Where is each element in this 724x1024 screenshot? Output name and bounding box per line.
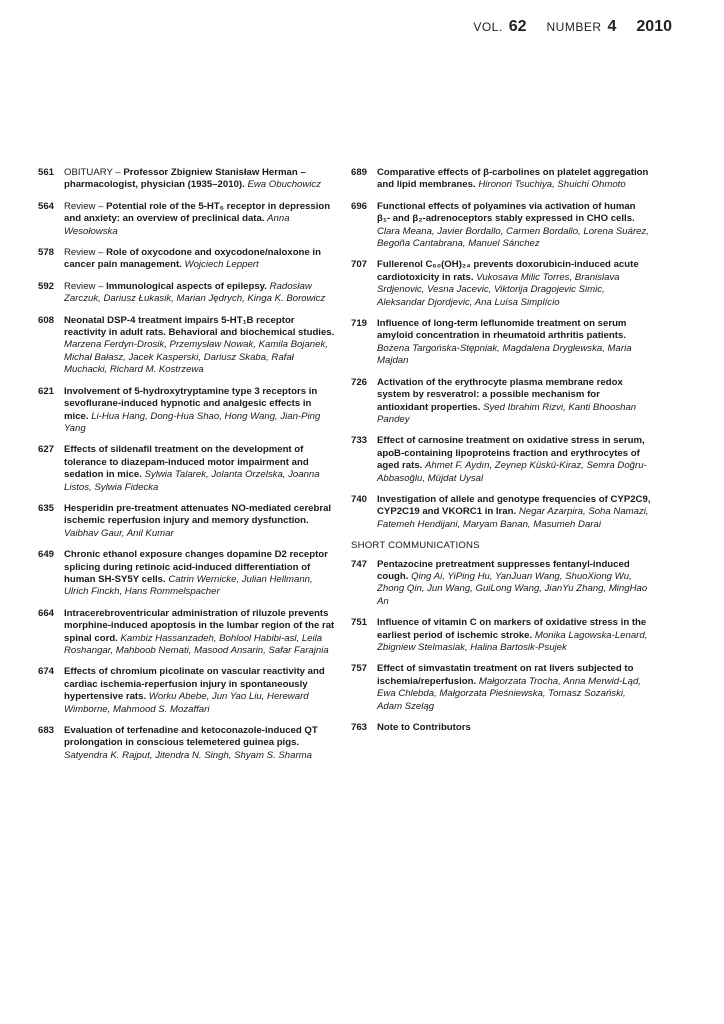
page-number: 592 [38,280,55,292]
toc-entry [351,559,651,609]
article-title: Immunological aspects of epilepsy. [106,280,267,292]
toc-entry [38,725,338,762]
page-number: 726 [351,376,368,388]
article-title: Fullerenol C₆₀(OH)₂₄ prevents doxorubicin-induced acute cardiotoxicity in rats. [377,259,639,283]
entry-text [64,549,338,599]
entry-text [64,503,338,540]
article-title: Effect of simvastatin treatment on rat livers subjected to ischemia/reperfusion. [377,663,634,687]
article-authors: Li-Hua Hang, Dong-Hua Shao, Hong Wang, Jian-Ping Yang [64,410,321,434]
article-title: Effects of sildenafil treatment on the development of tolerance to diazepam-induced motor impairment and sedation in mice. [64,444,309,481]
entry-text [64,167,338,192]
toc-entry [351,259,651,309]
toc-entry [38,281,338,306]
article-authors: Clara Meana, Javier Bordallo, Carmen Bordallo, Lorena Suárez, Begoña Cantabrana, Manuel Sánchez [377,225,649,250]
entry-text [64,201,338,238]
page-number: 627 [38,444,55,456]
volume-number: 62 [508,18,527,35]
page-number: 751 [351,617,368,629]
article-authors: Monika Lagowska-Lenard, Zbigniew Stelmasiak, Halina Bartosik-Psujek [377,629,648,653]
article-authors: Marzena Ferdyn-Drosik, Przemysław Nowak, Kamila Bojanek, Michał Bałasz, Jacek Kasperski, Dariusz Skaba, Rafał Muchacki, Richard M. Kostrzewa [64,339,328,376]
article-authors: Sylwia Talarek, Jolanta Orzelska, Joanna Listos, Sylwia Fidecka [64,469,320,493]
page-number: 689 [351,167,368,178]
entry-text [377,722,651,734]
article-title: Note to Contributors [377,722,471,734]
article-title: Pentazocine pretreatment suppresses fentanyl-induced cough. [377,558,630,582]
toc-entry [351,377,651,427]
page-number: 561 [38,167,55,178]
article-title: Influence of long-term leflunomide treatment on serum amyloid concentration in rheumatoid arthritis patients. [377,318,627,342]
entry-text [377,259,651,309]
toc-entry [38,608,338,658]
article-title: Investigation of allele and genotype frequencies of CYP2C9, CYP2C19 and VKORC1 in Iran. [377,493,651,518]
issue-year: 2010 [636,18,672,35]
article-authors: Ahmet F. Aydın, Zeynep Küskü-Kiraz, Semra Doğru-Abbasoğlu, Müjdat Uysal [377,460,647,484]
entry-text [64,725,338,762]
page-number: 564 [38,200,55,212]
article-title: Effects of chromium picolinate on vascular reactivity and cardiac ischemia-reperfusion injury in spontaneously hypertensive rats. [64,666,325,703]
entry-text [64,386,338,436]
entry-text [377,318,651,368]
toc-entry [351,617,651,654]
article-authors: Vukosava Milic Torres, Branislava Srdjenovic, Vesna Jacevic, Viktorija Dragojevic Simic, Aleksandar Djordjevic, Ana Luísa Simplício [377,271,620,308]
article-type: Review – [64,200,107,212]
article-authors: Syed Ibrahim Rizvi, Kanti Bhooshan Pandey [377,401,637,425]
issue-number: 4 [607,18,617,35]
page-number: 578 [38,247,55,259]
toc-entry [351,201,651,251]
article-title: Involvement of 5-hydroxytryptamine type 3 receptors in sevoflurane-induced hypnotic and analgesic effects in mice. [64,385,318,422]
article-authors: Anna Wesołowska [64,213,290,237]
article-authors: Małgorzata Trocha, Anna Merwid-Ląd, Ewa Chlebda, Małgorzata Pieśniewska, Tomasz Sozański, Adam Szeląg [377,675,641,712]
toc-entry [38,666,338,716]
page-number: 664 [38,607,55,619]
toc-right-column [351,167,651,743]
entry-text [377,377,651,427]
page-number: 747 [351,558,368,570]
page-number: 608 [38,314,55,326]
page-number: 696 [351,200,368,212]
toc-entry [38,444,338,494]
article-authors: Qing Ai, YiPing Hu, YanJuan Wang, ShuoXiong Wu, Zhong Qin, Jun Wang, GuiLong Wang, JianYu Zhang, MingHao An [377,570,648,607]
entry-text [377,559,651,609]
article-authors: Satyendra K. Rajput, Jitendra N. Singh, Shyam S. Sharma [64,749,312,761]
article-title: Hesperidin pre-treatment attenuates NO-mediated cerebral ischemic reperfusion injury and memory dysfunction. [64,502,332,527]
toc-entry [38,386,338,436]
page-number: 757 [351,663,368,675]
toc-entry [38,315,338,377]
article-title: Chronic ethanol exposure changes dopamine D2 receptor splicing during retinoic acid-induced differentiation of human SH-SY5Y cells. [64,549,328,585]
toc-entry [38,247,338,272]
article-authors: Worku Abebe, Jun Yao Liu, Hereward Wimborne, Mahmood S. Mozaffari [64,691,309,715]
article-authors: Wojciech Leppert [184,259,259,271]
entry-text [377,494,651,531]
toc-entry [351,318,651,368]
article-title: Effect of carnosine treatment on oxidative stress in serum, apoB-containing lipoproteins fraction and erythrocytes of aged rats. [377,435,645,472]
toc-entry [351,494,651,531]
page-number: 719 [351,318,368,330]
article-title: Neonatal DSP-4 treatment impairs 5-HT₁B receptor reactivity in adult rats. Behavioral and biochemical studies. [64,314,335,339]
article-authors: Hironori Tsuchiya, Shuichi Ohmoto [478,179,626,191]
entry-text [377,435,651,485]
article-authors: Radosław Zarczuk, Dariusz Łukasik, Marian Jędrych, Kinga K. Borowicz [64,280,326,305]
toc-entry [38,549,338,599]
entry-text [377,663,651,713]
toc-short-communications [351,559,651,735]
volume-label: VOL. [473,20,503,34]
page-number: 635 [38,502,55,514]
article-title: Functional effects of polyamines via activation of human β₁- and β₂-adrenoceptors stably expressed in CHO cells. [377,200,636,225]
entry-text [377,617,651,654]
article-title: Potential role of the 5-HT₆ receptor in depression and anxiety: an overview of preclinical data. [64,200,331,225]
number-label: NUMBER [546,20,602,34]
article-title: Comparative effects of β-carbolines on platelet aggregation and lipid membranes. [377,167,649,191]
entry-text [64,315,338,377]
toc-entry [38,503,338,540]
toc-entry [351,663,651,713]
page-number: 763 [351,722,368,734]
page-number: 707 [351,259,368,271]
page-number: 733 [351,435,368,447]
entry-text [377,201,651,251]
toc-entry [38,167,338,192]
article-title: Evaluation of terfenadine and ketoconazole-induced QT prolongation in conscious telemetered guinea pigs. [64,725,318,749]
page-number: 674 [38,666,55,678]
toc-entry [351,167,651,192]
page-number: 649 [38,549,55,561]
article-authors: Ewa Obuchowicz [247,179,322,191]
issue-header [473,18,672,36]
toc-right-entries [351,167,651,531]
article-type: Review – [64,247,107,259]
article-title: Intracerebroventricular administration of riluzole prevents morphine-induced apoptosis in the lumbar region of the rat spinal cord. [64,607,335,644]
article-authors: Vaibhav Gaur, Anil Kumar [64,527,174,539]
page-number: 740 [351,493,368,505]
article-authors: Catrin Wernicke, Julian Hellmann, Ulrich Finckh, Hans Rommelspacher [64,573,313,598]
article-type: Review – [64,280,107,292]
entry-text [377,167,651,192]
article-authors: Kambiz Hassanzadeh, Bohlool Habibi-asl, Leila Roshangar, Mahboob Nemati, Masood Ansarin, Safar Farajnia [64,632,329,656]
article-type: OBITUARY – [64,167,124,178]
article-title: Professor Zbigniew Stanisław Herman – pharmacologist, physician (1935–2010). [64,167,306,191]
entry-text [64,608,338,658]
page-number: 683 [38,725,55,737]
toc-entry [351,435,651,485]
article-authors: Negar Azarpira, Soha Namazi, Fatemeh Hendijani, Maryam Banan, Masumeh Darai [377,506,649,530]
article-title: Role of oxycodone and oxycodone/naloxone in cancer pain management. [64,247,321,271]
entry-text [64,666,338,716]
article-title: Activation of the erythrocyte plasma membrane redox system by resveratrol: a possible mechanism for antioxidant properties. [377,376,623,413]
entry-text [64,247,338,272]
toc-entry [351,722,651,734]
page-number: 621 [38,385,55,397]
toc-left-column [38,167,338,771]
section-heading-short-communications: SHORT COMMUNICATIONS [351,540,480,552]
article-authors: Bożena Targońska-Stępniak, Magdalena Dryglewska, Maria Majdan [377,342,632,367]
entry-text [64,281,338,306]
entry-text [64,444,338,494]
toc-entry [38,201,338,238]
article-title: Influence of vitamin C on markers of oxidative stress in the earliest period of ischemic stroke. [377,617,647,641]
